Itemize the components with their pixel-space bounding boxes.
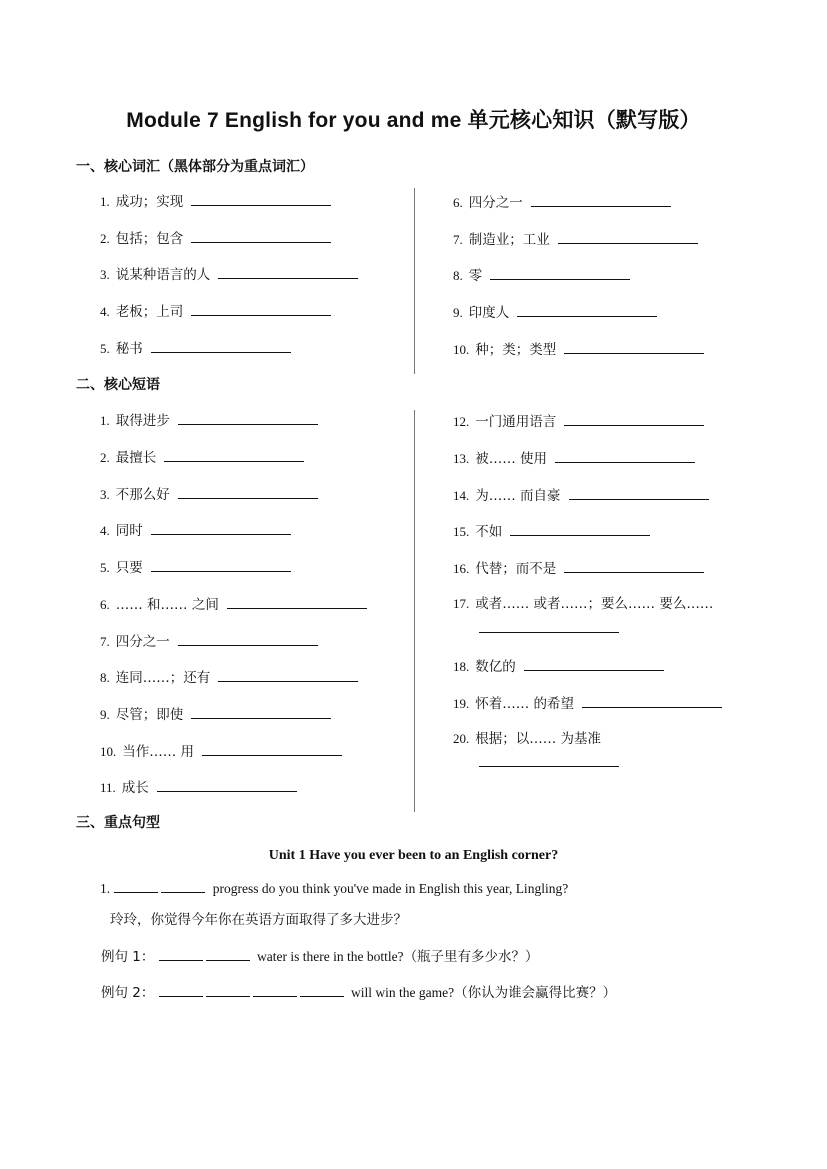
- list-item: 1. 取得进步: [100, 410, 318, 430]
- answer-blank[interactable]: [253, 982, 297, 997]
- list-item: 8. 零: [453, 265, 630, 285]
- list-item: 3. 说某种语言的人: [100, 264, 358, 284]
- answer-blank[interactable]: [202, 741, 342, 756]
- answer-blank[interactable]: [159, 946, 203, 961]
- answer-blank[interactable]: [191, 228, 331, 243]
- answer-blank[interactable]: [151, 520, 291, 535]
- column-divider: [414, 410, 415, 812]
- answer-blank[interactable]: [555, 448, 695, 463]
- list-item: 6. 四分之一: [453, 192, 671, 212]
- page-title: Module 7 English for you and me 单元核心知识（默写版）: [126, 109, 701, 132]
- answer-blank[interactable]: [490, 265, 630, 280]
- example-1: 例句 1： water is there in the bottle?（瓶子里有多少水？）: [101, 946, 539, 966]
- answer-blank[interactable]: [510, 521, 650, 536]
- list-item: 17. 或者…… 或者……；要么…… 要么……: [453, 596, 714, 612]
- answer-blank[interactable]: [564, 558, 704, 573]
- answer-blank[interactable]: [524, 656, 664, 671]
- answer-blank[interactable]: [191, 191, 331, 206]
- answer-blank[interactable]: [159, 982, 203, 997]
- answer-blank[interactable]: [164, 447, 304, 462]
- list-item: 7. 制造业；工业: [453, 229, 698, 249]
- answer-blank[interactable]: [218, 667, 358, 682]
- list-item: 16. 代替；而不是: [453, 558, 704, 578]
- answer-blank[interactable]: [300, 982, 344, 997]
- section-heading-phrases: 二、核心短语: [76, 377, 160, 393]
- answer-blank[interactable]: [479, 632, 619, 633]
- list-item: 9. 尽管；即使: [100, 704, 331, 724]
- answer-blank[interactable]: [191, 704, 331, 719]
- list-item: 9. 印度人: [453, 302, 657, 322]
- list-item: 20. 根据；以…… 为基准: [453, 731, 602, 747]
- list-item: 8. 连同……；还有: [100, 667, 358, 687]
- answer-blank[interactable]: [178, 410, 318, 425]
- answer-blank[interactable]: [206, 946, 250, 961]
- section-heading-sentences: 三、重点句型: [76, 815, 160, 831]
- list-item: 3. 不那么好: [100, 484, 318, 504]
- answer-blank[interactable]: [558, 229, 698, 244]
- list-item: 18. 数亿的: [453, 656, 664, 676]
- list-item: 2. 包括；包含: [100, 228, 331, 248]
- list-item: 12. 一门通用语言: [453, 411, 704, 431]
- answer-blank[interactable]: [582, 693, 722, 708]
- question-1: 1. progress do you think you've made in English this year, Lingling?: [100, 878, 568, 898]
- list-item: 4. 同时: [100, 520, 291, 540]
- column-divider: [414, 188, 415, 374]
- list-item: 19. 怀着…… 的希望: [453, 693, 722, 713]
- list-item: 13. 被…… 使用: [453, 448, 695, 468]
- answer-blank[interactable]: [151, 557, 291, 572]
- answer-blank[interactable]: [531, 192, 671, 207]
- list-item: 6. …… 和…… 之间: [100, 594, 367, 614]
- list-item: 5. 只要: [100, 557, 291, 577]
- answer-blank[interactable]: [114, 878, 158, 893]
- list-item: 15. 不如: [453, 521, 650, 541]
- answer-blank[interactable]: [564, 411, 704, 426]
- answer-blank[interactable]: [479, 766, 619, 767]
- list-item: 10. 当作…… 用: [100, 741, 342, 761]
- list-item: 1. 成功；实现: [100, 191, 331, 211]
- answer-blank[interactable]: [161, 878, 205, 893]
- answer-blank[interactable]: [218, 264, 358, 279]
- answer-blank[interactable]: [564, 339, 704, 354]
- answer-blank[interactable]: [569, 485, 709, 500]
- example-2: 例句 2： will win the game?（你认为谁会赢得比赛？）: [101, 982, 616, 1002]
- list-item: 5. 秘书: [100, 338, 291, 358]
- list-item: 10. 种；类；类型: [453, 339, 704, 359]
- answer-blank[interactable]: [517, 302, 657, 317]
- list-item: 11. 成长: [100, 777, 297, 797]
- list-item: 4. 老板；上司: [100, 301, 331, 321]
- list-item: 2. 最擅长: [100, 447, 304, 467]
- unit-title: Unit 1 Have you ever been to an English corner?: [268, 848, 559, 863]
- list-item: 14. 为…… 而自豪: [453, 485, 709, 505]
- answer-blank[interactable]: [151, 338, 291, 353]
- list-item: 7. 四分之一: [100, 631, 318, 651]
- answer-blank[interactable]: [191, 301, 331, 316]
- question-1-translation: 玲玲，你觉得今年你在英语方面取得了多大进步？: [110, 912, 407, 928]
- answer-blank[interactable]: [227, 594, 367, 609]
- section-heading-vocab: 一、核心词汇（黑体部分为重点词汇）: [76, 159, 314, 175]
- answer-blank[interactable]: [206, 982, 250, 997]
- answer-blank[interactable]: [157, 777, 297, 792]
- answer-blank[interactable]: [178, 631, 318, 646]
- answer-blank[interactable]: [178, 484, 318, 499]
